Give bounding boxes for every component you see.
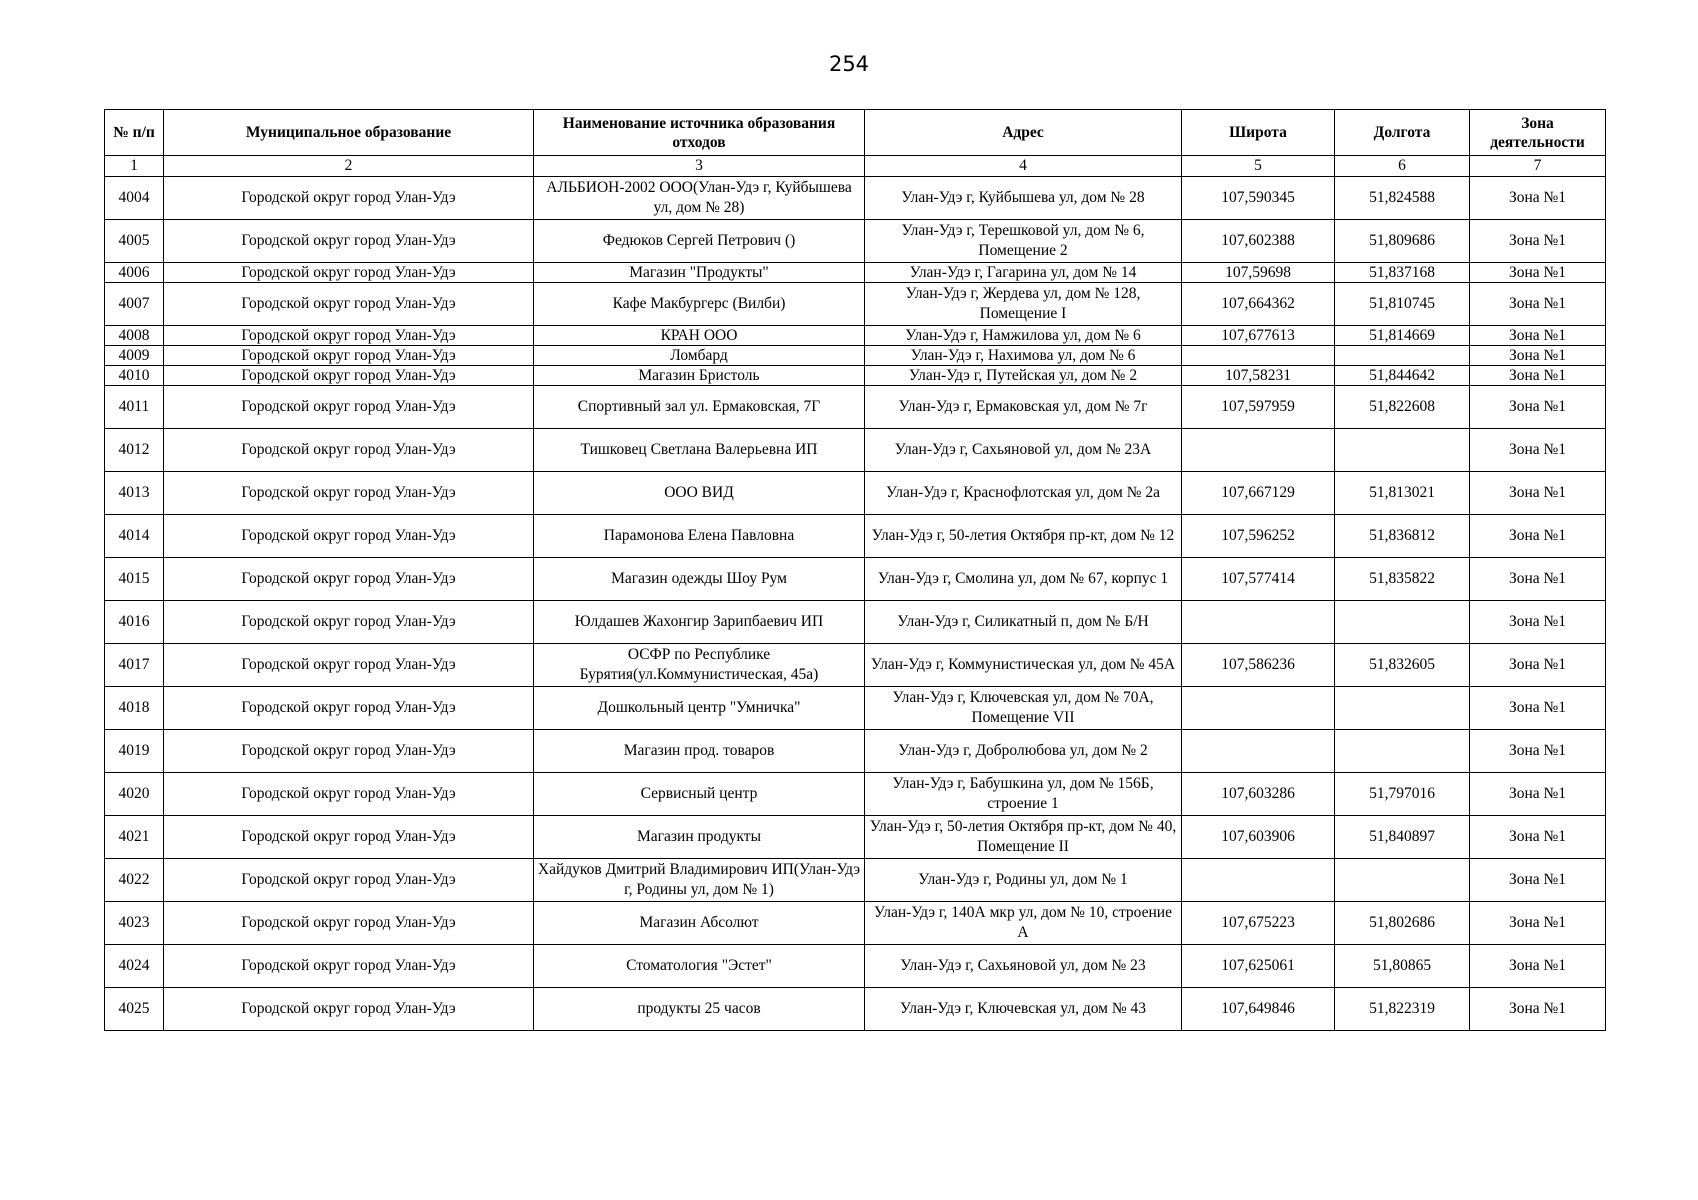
cell-source-name: Кафе Макбургерс (Вилби) bbox=[534, 283, 865, 326]
cell-zone: Зона №1 bbox=[1470, 687, 1606, 730]
cell-municipality: Городской округ город Улан-Удэ bbox=[164, 220, 534, 263]
cell-zone: Зона №1 bbox=[1470, 988, 1606, 1031]
table-row bbox=[105, 558, 1606, 601]
header-cell-number: № п/п bbox=[105, 110, 164, 156]
cell-longitude: 51,797016 bbox=[1335, 773, 1470, 816]
cell-address: Улан-Удэ г, Смолина ул, дом № 67, корпус 1 bbox=[865, 558, 1182, 601]
cell-zone: Зона №1 bbox=[1470, 366, 1606, 386]
cell-address: Улан-Удэ г, Сахьяновой ул, дом № 23А bbox=[865, 429, 1182, 472]
cell-municipality: Городской округ город Улан-Удэ bbox=[164, 366, 534, 386]
column-number: 2 bbox=[164, 156, 534, 177]
cell-municipality: Городской округ город Улан-Удэ bbox=[164, 283, 534, 326]
cell-latitude: 107,603906 bbox=[1182, 816, 1335, 859]
cell-municipality: Городской округ город Улан-Удэ bbox=[164, 326, 534, 346]
cell-number: 4004 bbox=[105, 177, 164, 220]
cell-number: 4005 bbox=[105, 220, 164, 263]
cell-municipality: Городской округ город Улан-Удэ bbox=[164, 346, 534, 366]
cell-municipality: Городской округ город Улан-Удэ bbox=[164, 472, 534, 515]
table-row bbox=[105, 687, 1606, 730]
cell-source-name: АЛЬБИОН-2002 ООО(Улан-Удэ г, Куйбышева ул, дом № 28) bbox=[534, 177, 865, 220]
cell-municipality: Городской округ город Улан-Удэ bbox=[164, 515, 534, 558]
table-row bbox=[105, 326, 1606, 346]
cell-longitude: 51,802686 bbox=[1335, 902, 1470, 945]
cell-zone: Зона №1 bbox=[1470, 945, 1606, 988]
cell-latitude bbox=[1182, 429, 1335, 472]
cell-latitude: 107,597959 bbox=[1182, 386, 1335, 429]
cell-address: Улан-Удэ г, Ключевская ул, дом № 43 bbox=[865, 988, 1182, 1031]
cell-address: Улан-Удэ г, Коммунистическая ул, дом № 45А bbox=[865, 644, 1182, 687]
cell-number: 4010 bbox=[105, 366, 164, 386]
cell-number: 4020 bbox=[105, 773, 164, 816]
cell-longitude: 51,840897 bbox=[1335, 816, 1470, 859]
cell-source-name: КРАН ООО bbox=[534, 326, 865, 346]
cell-number: 4014 bbox=[105, 515, 164, 558]
table-row bbox=[105, 644, 1606, 687]
cell-longitude: 51,80865 bbox=[1335, 945, 1470, 988]
header-cell-latitude: Широта bbox=[1182, 110, 1335, 156]
cell-source-name: Магазин одежды Шоу Рум bbox=[534, 558, 865, 601]
cell-longitude bbox=[1335, 687, 1470, 730]
cell-source-name: Федюков Сергей Петрович () bbox=[534, 220, 865, 263]
cell-address: Улан-Удэ г, 140А мкр ул, дом № 10, строение А bbox=[865, 902, 1182, 945]
cell-number: 4017 bbox=[105, 644, 164, 687]
cell-number: 4023 bbox=[105, 902, 164, 945]
cell-address: Улан-Удэ г, Краснофлотская ул, дом № 2а bbox=[865, 472, 1182, 515]
cell-municipality: Городской округ город Улан-Удэ bbox=[164, 816, 534, 859]
cell-latitude: 107,58231 bbox=[1182, 366, 1335, 386]
cell-municipality: Городской округ город Улан-Удэ bbox=[164, 687, 534, 730]
header-cell-municipality: Муниципальное образование bbox=[164, 110, 534, 156]
cell-latitude: 107,667129 bbox=[1182, 472, 1335, 515]
table-row bbox=[105, 945, 1606, 988]
cell-municipality: Городской округ город Улан-Удэ bbox=[164, 902, 534, 945]
cell-longitude: 51,813021 bbox=[1335, 472, 1470, 515]
cell-zone: Зона №1 bbox=[1470, 816, 1606, 859]
table-row bbox=[105, 346, 1606, 366]
cell-municipality: Городской округ город Улан-Удэ bbox=[164, 386, 534, 429]
cell-source-name: ОСФР по Республике Бурятия(ул.Коммунистическая, 45а) bbox=[534, 644, 865, 687]
cell-source-name: Магазин прод. товаров bbox=[534, 730, 865, 773]
table-row bbox=[105, 988, 1606, 1031]
cell-number: 4009 bbox=[105, 346, 164, 366]
page-number: 254 bbox=[828, 52, 870, 76]
cell-longitude: 51,810745 bbox=[1335, 283, 1470, 326]
cell-zone: Зона №1 bbox=[1470, 601, 1606, 644]
cell-source-name: Хайдуков Дмитрий Владимирович ИП(Улан-Удэ г, Родины ул, дом № 1) bbox=[534, 859, 865, 902]
table-row bbox=[105, 515, 1606, 558]
cell-zone: Зона №1 bbox=[1470, 859, 1606, 902]
cell-source-name: Магазин продукты bbox=[534, 816, 865, 859]
column-number: 1 bbox=[105, 156, 164, 177]
table-row bbox=[105, 730, 1606, 773]
cell-source-name: Магазин Бристоль bbox=[534, 366, 865, 386]
cell-longitude: 51,844642 bbox=[1335, 366, 1470, 386]
cell-zone: Зона №1 bbox=[1470, 429, 1606, 472]
cell-municipality: Городской округ город Улан-Удэ bbox=[164, 558, 534, 601]
cell-latitude bbox=[1182, 730, 1335, 773]
cell-latitude: 107,649846 bbox=[1182, 988, 1335, 1031]
header-row bbox=[105, 110, 1606, 156]
header-cell-source-name: Наименование источника образования отходов bbox=[534, 110, 865, 156]
cell-zone: Зона №1 bbox=[1470, 220, 1606, 263]
cell-latitude bbox=[1182, 346, 1335, 366]
cell-source-name: Магазин Абсолют bbox=[534, 902, 865, 945]
cell-number: 4015 bbox=[105, 558, 164, 601]
cell-address: Улан-Удэ г, Бабушкина ул, дом № 156Б, строение 1 bbox=[865, 773, 1182, 816]
header-cell-longitude: Долгота bbox=[1335, 110, 1470, 156]
waste-sources-table bbox=[104, 109, 1606, 1031]
cell-longitude bbox=[1335, 429, 1470, 472]
column-number: 7 bbox=[1470, 156, 1606, 177]
cell-zone: Зона №1 bbox=[1470, 177, 1606, 220]
table-row bbox=[105, 220, 1606, 263]
table-row bbox=[105, 366, 1606, 386]
cell-latitude bbox=[1182, 859, 1335, 902]
cell-number: 4016 bbox=[105, 601, 164, 644]
cell-number: 4007 bbox=[105, 283, 164, 326]
table-body bbox=[105, 177, 1606, 1031]
cell-number: 4022 bbox=[105, 859, 164, 902]
cell-number: 4021 bbox=[105, 816, 164, 859]
header-cell-address: Адрес bbox=[865, 110, 1182, 156]
cell-source-name: Юлдашев Жахонгир Зарипбаевич ИП bbox=[534, 601, 865, 644]
cell-longitude: 51,822608 bbox=[1335, 386, 1470, 429]
cell-source-name: Парамонова Елена Павловна bbox=[534, 515, 865, 558]
cell-zone: Зона №1 bbox=[1470, 902, 1606, 945]
cell-latitude bbox=[1182, 601, 1335, 644]
cell-address: Улан-Удэ г, Намжилова ул, дом № 6 bbox=[865, 326, 1182, 346]
cell-longitude: 51,814669 bbox=[1335, 326, 1470, 346]
cell-address: Улан-Удэ г, Силикатный п, дом № Б/Н bbox=[865, 601, 1182, 644]
cell-municipality: Городской округ город Улан-Удэ bbox=[164, 429, 534, 472]
column-number: 3 bbox=[534, 156, 865, 177]
table-row bbox=[105, 902, 1606, 945]
cell-source-name: Сервисный центр bbox=[534, 773, 865, 816]
cell-zone: Зона №1 bbox=[1470, 346, 1606, 366]
cell-longitude: 51,822319 bbox=[1335, 988, 1470, 1031]
cell-municipality: Городской округ город Улан-Удэ bbox=[164, 945, 534, 988]
table-row bbox=[105, 283, 1606, 326]
cell-address: Улан-Удэ г, Родины ул, дом № 1 bbox=[865, 859, 1182, 902]
cell-address: Улан-Удэ г, Терешковой ул, дом № 6, Помещение 2 bbox=[865, 220, 1182, 263]
cell-latitude: 107,590345 bbox=[1182, 177, 1335, 220]
column-number: 5 bbox=[1182, 156, 1335, 177]
table-row bbox=[105, 472, 1606, 515]
cell-zone: Зона №1 bbox=[1470, 730, 1606, 773]
cell-municipality: Городской округ город Улан-Удэ bbox=[164, 730, 534, 773]
cell-municipality: Городской округ город Улан-Удэ bbox=[164, 773, 534, 816]
cell-zone: Зона №1 bbox=[1470, 644, 1606, 687]
cell-number: 4013 bbox=[105, 472, 164, 515]
cell-latitude: 107,664362 bbox=[1182, 283, 1335, 326]
cell-zone: Зона №1 bbox=[1470, 263, 1606, 283]
cell-longitude: 51,824588 bbox=[1335, 177, 1470, 220]
cell-zone: Зона №1 bbox=[1470, 472, 1606, 515]
cell-address: Улан-Удэ г, Сахьяновой ул, дом № 23 bbox=[865, 945, 1182, 988]
cell-municipality: Городской округ город Улан-Удэ bbox=[164, 177, 534, 220]
cell-latitude: 107,577414 bbox=[1182, 558, 1335, 601]
cell-number: 4008 bbox=[105, 326, 164, 346]
cell-latitude: 107,677613 bbox=[1182, 326, 1335, 346]
cell-source-name: Тишковец Светлана Валерьевна ИП bbox=[534, 429, 865, 472]
cell-latitude: 107,625061 bbox=[1182, 945, 1335, 988]
cell-municipality: Городской округ город Улан-Удэ bbox=[164, 859, 534, 902]
cell-longitude bbox=[1335, 601, 1470, 644]
cell-number: 4006 bbox=[105, 263, 164, 283]
cell-municipality: Городской округ город Улан-Удэ bbox=[164, 263, 534, 283]
cell-address: Улан-Удэ г, 50-летия Октября пр-кт, дом № 12 bbox=[865, 515, 1182, 558]
table-row bbox=[105, 177, 1606, 220]
cell-address: Улан-Удэ г, 50-летия Октября пр-кт, дом № 40, Помещение II bbox=[865, 816, 1182, 859]
cell-municipality: Городской округ город Улан-Удэ bbox=[164, 601, 534, 644]
cell-zone: Зона №1 bbox=[1470, 515, 1606, 558]
cell-longitude: 51,836812 bbox=[1335, 515, 1470, 558]
column-number: 6 bbox=[1335, 156, 1470, 177]
cell-source-name: ООО ВИД bbox=[534, 472, 865, 515]
cell-source-name: Стоматология "Эстет" bbox=[534, 945, 865, 988]
table-row bbox=[105, 601, 1606, 644]
cell-zone: Зона №1 bbox=[1470, 558, 1606, 601]
cell-longitude: 51,835822 bbox=[1335, 558, 1470, 601]
cell-address: Улан-Удэ г, Ключевская ул, дом № 70А, Помещение VII bbox=[865, 687, 1182, 730]
table-row bbox=[105, 816, 1606, 859]
header-cell-zone: Зона деятельности bbox=[1470, 110, 1606, 156]
cell-number: 4025 bbox=[105, 988, 164, 1031]
table-row bbox=[105, 429, 1606, 472]
cell-latitude: 107,675223 bbox=[1182, 902, 1335, 945]
cell-number: 4024 bbox=[105, 945, 164, 988]
cell-latitude: 107,602388 bbox=[1182, 220, 1335, 263]
cell-address: Улан-Удэ г, Путейская ул, дом № 2 bbox=[865, 366, 1182, 386]
cell-source-name: продукты 25 часов bbox=[534, 988, 865, 1031]
cell-municipality: Городской округ город Улан-Удэ bbox=[164, 988, 534, 1031]
cell-address: Улан-Удэ г, Гагарина ул, дом № 14 bbox=[865, 263, 1182, 283]
table-row bbox=[105, 386, 1606, 429]
cell-address: Улан-Удэ г, Добролюбова ул, дом № 2 bbox=[865, 730, 1182, 773]
cell-number: 4012 bbox=[105, 429, 164, 472]
cell-longitude: 51,837168 bbox=[1335, 263, 1470, 283]
table-row bbox=[105, 773, 1606, 816]
cell-source-name: Магазин "Продукты" bbox=[534, 263, 865, 283]
cell-longitude bbox=[1335, 730, 1470, 773]
cell-latitude: 107,586236 bbox=[1182, 644, 1335, 687]
cell-latitude: 107,59698 bbox=[1182, 263, 1335, 283]
cell-number: 4011 bbox=[105, 386, 164, 429]
cell-latitude: 107,596252 bbox=[1182, 515, 1335, 558]
cell-address: Улан-Удэ г, Ермаковская ул, дом № 7г bbox=[865, 386, 1182, 429]
cell-municipality: Городской округ город Улан-Удэ bbox=[164, 644, 534, 687]
table-row bbox=[105, 859, 1606, 902]
cell-address: Улан-Удэ г, Жердева ул, дом № 128, Помещение I bbox=[865, 283, 1182, 326]
cell-number: 4018 bbox=[105, 687, 164, 730]
cell-source-name: Ломбард bbox=[534, 346, 865, 366]
cell-address: Улан-Удэ г, Нахимова ул, дом № 6 bbox=[865, 346, 1182, 366]
cell-source-name: Спортивный зал ул. Ермаковская, 7Г bbox=[534, 386, 865, 429]
cell-longitude: 51,809686 bbox=[1335, 220, 1470, 263]
cell-zone: Зона №1 bbox=[1470, 773, 1606, 816]
cell-zone: Зона №1 bbox=[1470, 326, 1606, 346]
cell-address: Улан-Удэ г, Куйбышева ул, дом № 28 bbox=[865, 177, 1182, 220]
cell-longitude bbox=[1335, 346, 1470, 366]
cell-longitude bbox=[1335, 859, 1470, 902]
column-number: 4 bbox=[865, 156, 1182, 177]
cell-latitude: 107,603286 bbox=[1182, 773, 1335, 816]
cell-zone: Зона №1 bbox=[1470, 283, 1606, 326]
cell-zone: Зона №1 bbox=[1470, 386, 1606, 429]
cell-latitude bbox=[1182, 687, 1335, 730]
table-row bbox=[105, 263, 1606, 283]
cell-source-name: Дошкольный центр "Умничка" bbox=[534, 687, 865, 730]
cell-number: 4019 bbox=[105, 730, 164, 773]
cell-longitude: 51,832605 bbox=[1335, 644, 1470, 687]
column-number-row bbox=[105, 156, 1606, 177]
